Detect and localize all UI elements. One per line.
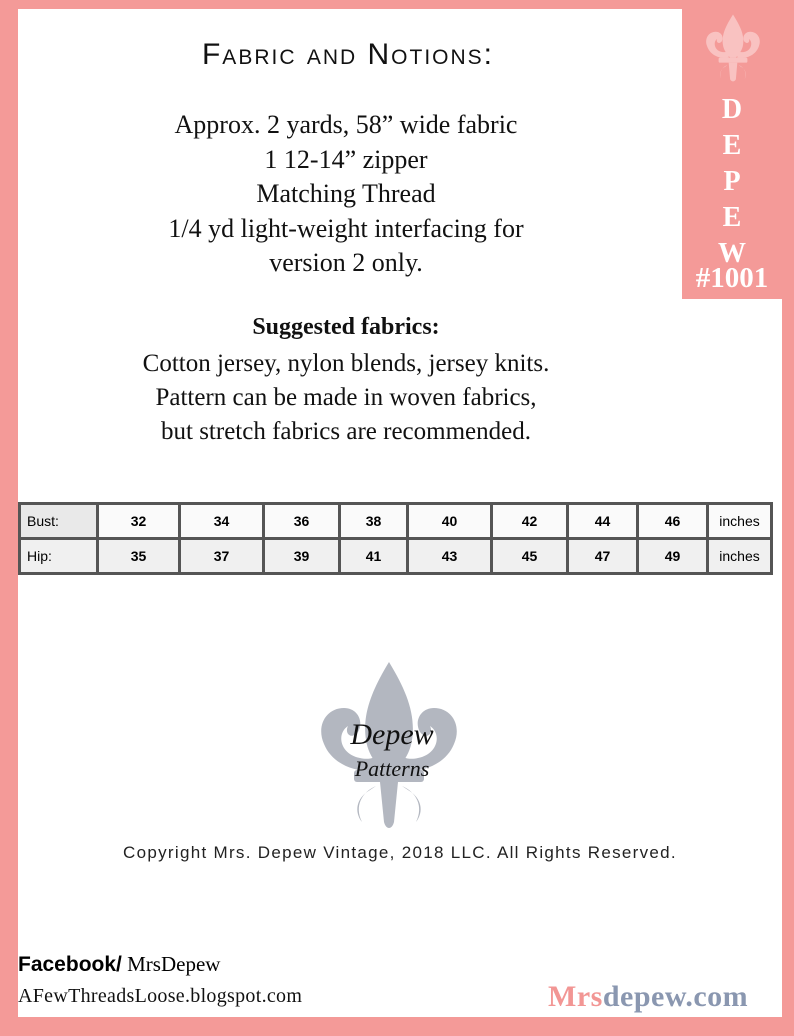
- size-cell: 36: [264, 504, 340, 539]
- website-link[interactable]: [548, 980, 748, 1014]
- notions-list: [18, 108, 674, 281]
- size-cell: 38: [340, 504, 408, 539]
- unit-cell: inches: [708, 504, 772, 539]
- notion-line: version 2 only.: [269, 248, 423, 277]
- pattern-number: #1001: [695, 262, 769, 294]
- brand-letter: D: [721, 94, 743, 125]
- suggested-line: but stretch fabrics are recommended.: [161, 418, 531, 445]
- copyright-text: Copyright Mrs. Depew Vintage, 2018 LLC. All Rights Reserved.: [123, 843, 677, 862]
- row-label: Bust:: [20, 504, 98, 539]
- brand-letter: W: [718, 238, 746, 269]
- blog-link[interactable]: AFewThreadsLoose.blogspot.com: [18, 985, 303, 1007]
- size-cell: 42: [492, 504, 568, 539]
- depew-patterns-logo: [306, 662, 472, 834]
- size-cell: 44: [568, 504, 638, 539]
- website-part-mrs: Mrs: [548, 980, 603, 1013]
- table-row-hip: [20, 539, 772, 574]
- suggested-line: Cotton jersey, nylon blends, jersey knits.: [142, 350, 550, 377]
- row-label: Hip:: [20, 539, 98, 574]
- size-cell: 37: [180, 539, 264, 574]
- size-cell: 43: [408, 539, 492, 574]
- size-cell: 45: [492, 539, 568, 574]
- facebook-label: Facebook/: [18, 953, 122, 976]
- notion-line: 1 12-14” zipper: [264, 144, 428, 174]
- facebook-link[interactable]: [18, 952, 220, 977]
- size-cell: 46: [638, 504, 708, 539]
- brand-letter: E: [722, 130, 742, 161]
- suggested-line: Pattern can be made in woven fabrics,: [155, 384, 537, 411]
- size-cell: 40: [408, 504, 492, 539]
- size-cell: 49: [638, 539, 708, 574]
- notion-line: Approx. 2 yards, 58” wide fabric: [174, 110, 518, 139]
- suggested-fabrics-title: Suggested fabrics:: [252, 314, 440, 340]
- size-cell: 32: [98, 504, 180, 539]
- size-chart-table: [18, 502, 773, 575]
- notion-line: 1/4 yd light-weight interfacing for: [168, 213, 524, 243]
- fleur-de-lis-icon: [697, 12, 769, 86]
- suggested-fabrics-text: [18, 347, 674, 449]
- notion-line: Matching Thread: [256, 179, 436, 208]
- brand-letter: P: [723, 166, 741, 197]
- logo-text-patterns: Patterns: [354, 756, 430, 781]
- size-cell: 35: [98, 539, 180, 574]
- page-title: Fabric and Notions:: [201, 38, 494, 71]
- table-row-bust: [20, 504, 772, 539]
- size-cell: 47: [568, 539, 638, 574]
- brand-letter: E: [722, 202, 742, 233]
- website-part-domain: depew.com: [602, 980, 749, 1013]
- logo-text-depew: Depew: [350, 718, 434, 751]
- facebook-handle: MrsDepew: [127, 952, 221, 976]
- unit-cell: inches: [708, 539, 772, 574]
- size-cell: 34: [180, 504, 264, 539]
- size-cell: 39: [264, 539, 340, 574]
- size-cell: 41: [340, 539, 408, 574]
- vertical-brand-letters: [682, 92, 782, 272]
